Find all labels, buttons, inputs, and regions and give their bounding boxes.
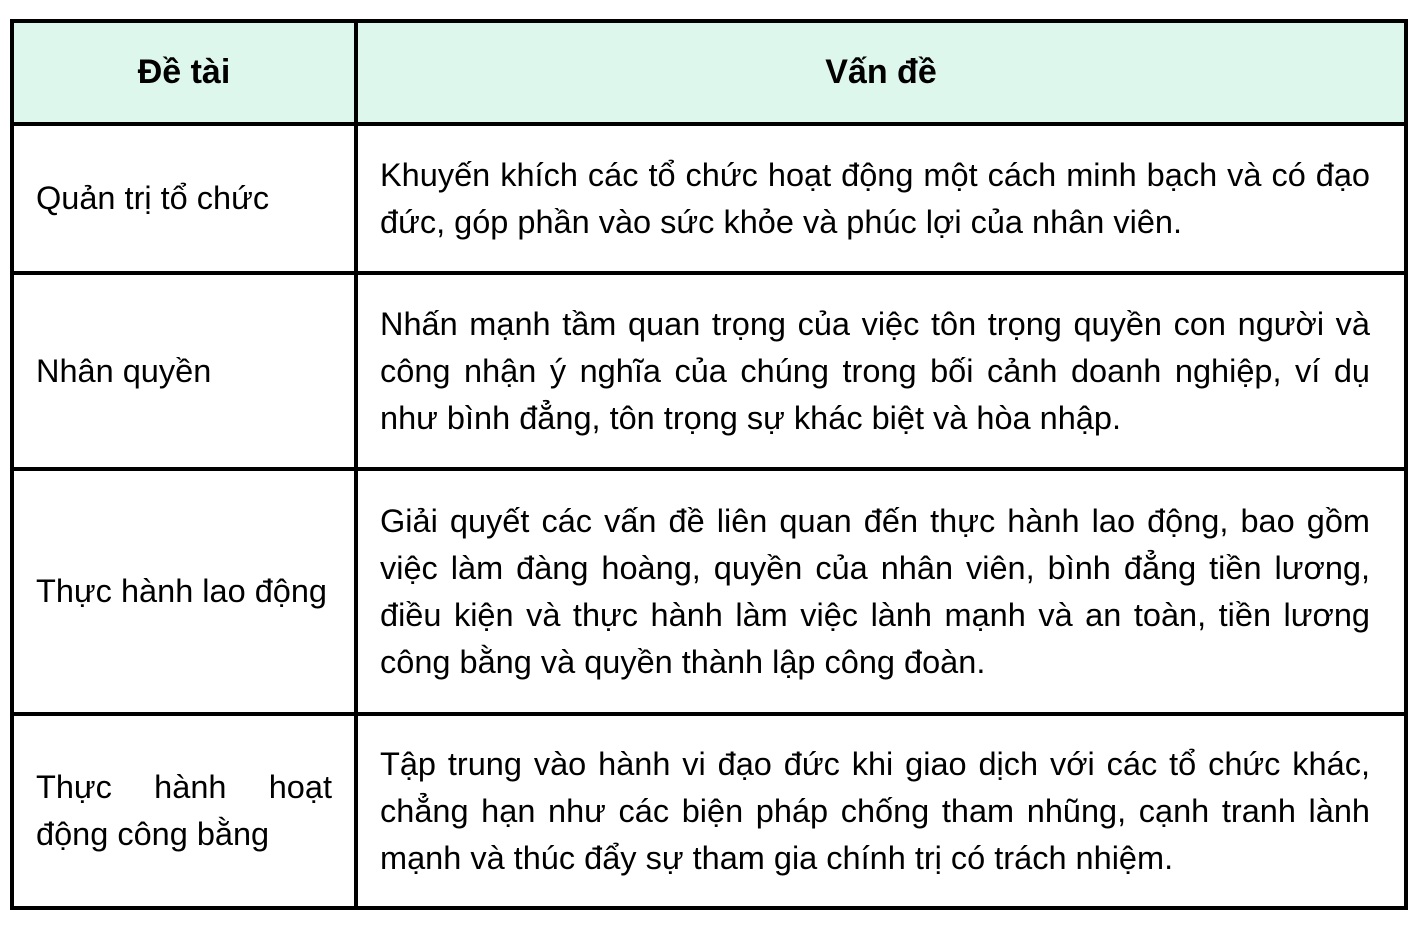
- issue-cell: Khuyến khích các tổ chức hoạt động một cách minh bạch và có đạo đức, góp phần vào sức khỏe và phúc lợi của nhân viên.: [356, 124, 1406, 273]
- table-row: [12, 714, 1406, 908]
- column-header-issue: Vấn đề: [356, 21, 1406, 124]
- topic-cell: Thực hành hoạt động công bằng: [12, 714, 356, 908]
- column-header-topic: Đề tài: [12, 21, 356, 124]
- table-row: [12, 273, 1406, 469]
- topic-cell: Thực hành lao động: [12, 469, 356, 714]
- header-row: [12, 21, 1406, 124]
- topic-cell: Nhân quyền: [12, 273, 356, 469]
- topic-cell: Quản trị tổ chức: [12, 124, 356, 273]
- topics-issues-table: [10, 19, 1408, 910]
- issue-cell: Tập trung vào hành vi đạo đức khi giao dịch với các tổ chức khác, chẳng hạn như các biện pháp chống tham nhũng, cạnh tranh lành mạnh và thúc đẩy sự tham gia chính trị có trách nhiệm.: [356, 714, 1406, 908]
- issue-cell: Nhấn mạnh tầm quan trọng của việc tôn trọng quyền con người và công nhận ý nghĩa của chúng trong bối cảnh doanh nghiệp, ví dụ như bình đẳng, tôn trọng sự khác biệt và hòa nhập.: [356, 273, 1406, 469]
- table-row: [12, 469, 1406, 714]
- table-row: [12, 124, 1406, 273]
- issue-cell: Giải quyết các vấn đề liên quan đến thực hành lao động, bao gồm việc làm đàng hoàng, quyền của nhân viên, bình đẳng tiền lương, điều kiện và thực hành làm việc lành mạnh và an toàn, tiền lương công bằng và quyền thành lập công đoàn.: [356, 469, 1406, 714]
